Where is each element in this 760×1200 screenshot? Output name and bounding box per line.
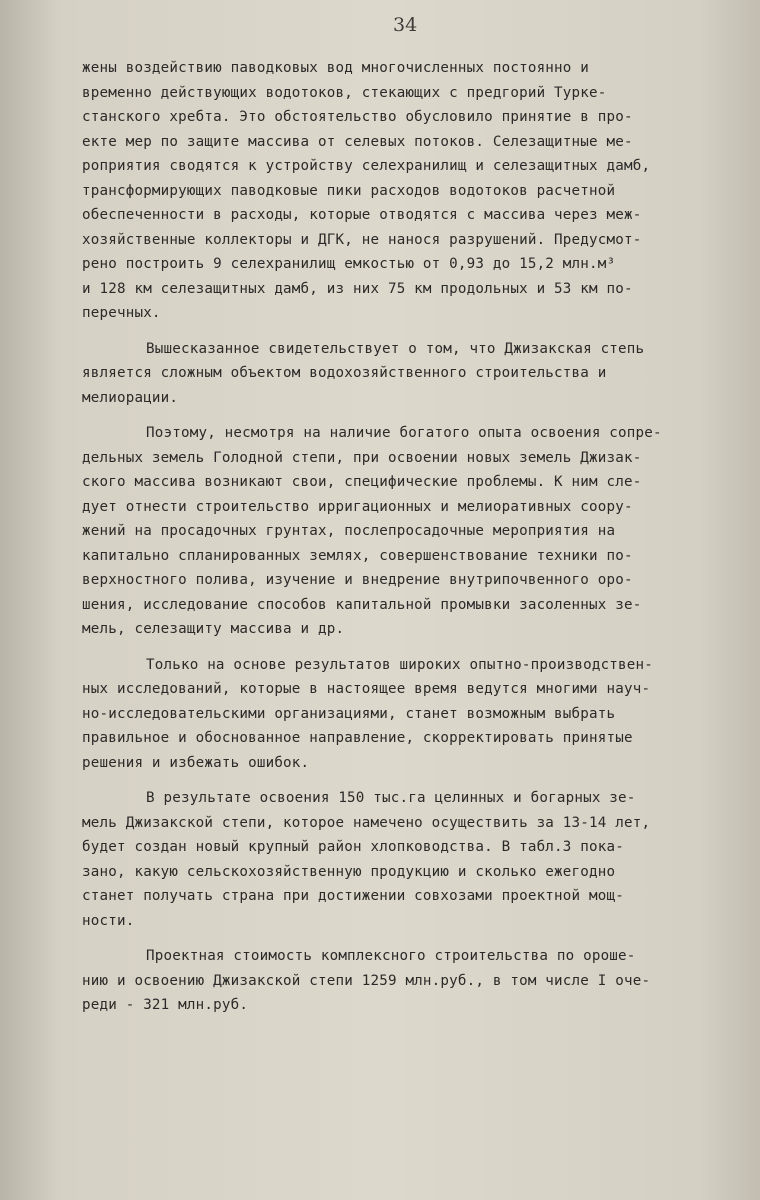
text-line: роприятия сводятся к устройству селехранилищ и селезащитных дамб,	[82, 158, 651, 174]
text-line: но-исследовательскими организациями, станет возможным выбрать	[82, 705, 616, 722]
text-line: хозяйственные коллекторы и ДГК, не нанося разрушений. Предусмот-	[82, 231, 642, 248]
text-line: ных исследований, которые в настоящее время ведутся многими науч-	[82, 681, 651, 697]
text-line: Проектная стоимость комплексного строительства по ороше-	[146, 948, 636, 964]
text-line: правильное и обоснованное направление, скорректировать принятые	[82, 730, 633, 746]
text-line: шения, исследование способов капитальной промывки засоленных зе-	[82, 596, 642, 613]
text-line: реди - 321 млн.руб.	[82, 997, 249, 1013]
text-line: является сложным объектом водохозяйственного строительства и	[82, 365, 607, 381]
text-line: екте мер по защите массива от селевых потоков. Селезащитные ме-	[82, 133, 633, 150]
text-line: ского массива возникают свои, специфические проблемы. К ним сле-	[82, 474, 642, 490]
text-line: временно действующих водотоков, стекающих с предгорий Турке-	[82, 84, 607, 101]
text-line: решения и избежать ошибок.	[82, 754, 310, 771]
page-number: 34	[393, 14, 418, 36]
paragraph	[82, 56, 722, 326]
text-line: верхностного полива, изучение и внедрение внутрипочвенного оро-	[82, 572, 633, 588]
text-line: капитально спланированных землях, совершенствование техники по-	[82, 547, 633, 564]
text-line: Вышесказанное свидетельствует о том, что Джизакская степь	[146, 340, 645, 357]
text-line: станского хребта. Это обстоятельство обусловило принятие в про-	[82, 109, 633, 125]
text-line: рено построить 9 селехранилищ емкостью от 0,93 до 15,2 млн.м³	[82, 256, 616, 272]
text-line: трансформирующих паводковые пики расходов водотоков расчетной	[82, 182, 616, 199]
text-line: жены воздействию паводковых вод многочисленных постоянно и	[82, 60, 590, 76]
paragraph	[82, 421, 722, 642]
text-line: жений на просадочных грунтах, послепросадочные мероприятия на	[82, 523, 616, 539]
typed-text-body	[82, 56, 722, 1029]
text-line: мель Джизакской степи, которое намечено осуществить за 13-14 лет,	[82, 814, 651, 831]
text-line: будет создан новый крупный район хлопководства. В табл.3 пока-	[82, 839, 624, 855]
text-line: станет получать страна при достижении совхозами проектной мощ-	[82, 888, 624, 904]
text-line: и 128 км селезащитных дамб, из них 75 км продольных и 53 км по-	[82, 280, 633, 297]
text-line: обеспеченности в расходы, которые отводятся с массива через меж-	[82, 207, 642, 223]
text-line: нию и освоению Джизакской степи 1259 млн.руб., в том числе I оче-	[82, 972, 651, 989]
text-line: мелиорации.	[82, 389, 179, 406]
paragraph	[82, 786, 722, 933]
text-line: В результате освоения 150 тыс.га целинных и богарных зе-	[146, 790, 636, 806]
paragraph	[82, 337, 722, 411]
paragraph	[82, 944, 722, 1018]
text-line: Только на основе результатов широких опытно-производствен-	[146, 656, 654, 673]
text-line: ности.	[82, 912, 135, 929]
text-line: дует отнести строительство ирригационных и мелиоративных соору-	[82, 498, 633, 515]
text-line: дельных земель Голодной степи, при освоении новых земель Джизак-	[82, 449, 642, 466]
text-line: мель, селезащиту массива и др.	[82, 621, 345, 637]
text-line: Поэтому, несмотря на наличие богатого опыта освоения сопре-	[146, 425, 662, 441]
paragraph	[82, 653, 722, 776]
text-line: зано, какую сельскохозяйственную продукцию и сколько ежегодно	[82, 863, 616, 880]
text-line: перечных.	[82, 305, 161, 321]
